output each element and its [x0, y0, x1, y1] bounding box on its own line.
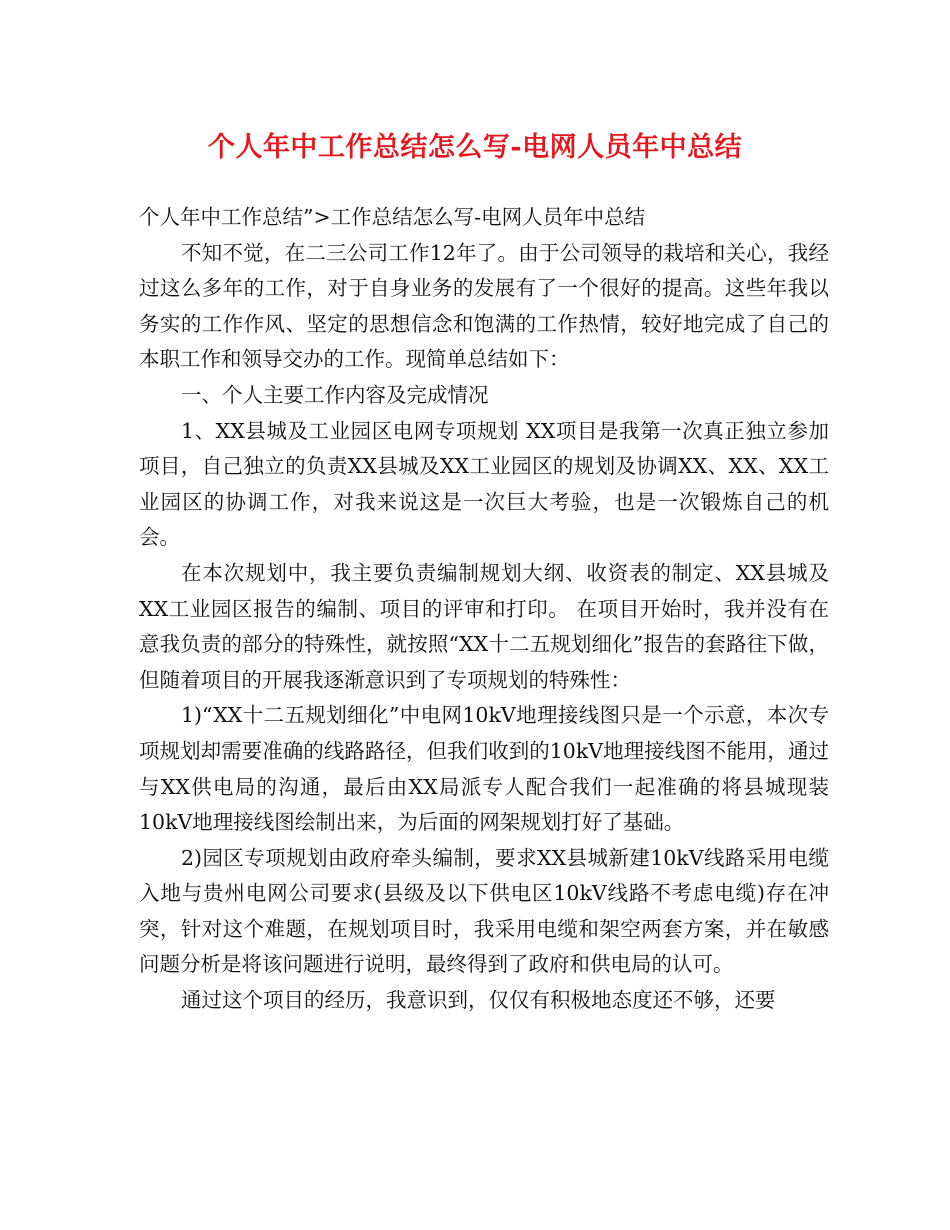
document-body [139, 200, 829, 1019]
paragraph: 1、XX县城及工业园区电网专项规划 XX项目是我第一次真正独立参加项目，自己独立的负责XX县城及XX工业园区的规划及协调XX、XX、XX工业园区的协调工作，对我来说这是一次巨大考验，也是一次锻炼自己的机会。 [139, 418, 829, 550]
paragraph: 1)“XX十二五规划细化”中电网10kV地理接线图只是一个示意，本次专项规划却需要准确的线路路径，但我们收到的10kV地理接线图不能用，通过与XX供电局的沟通，最后由XX局派专人配合我们一起准确的将县城现装10kV地理接线图绘制出来，为后面的网架规划打好了基础。 [139, 703, 829, 835]
paragraph: 在本次规划中，我主要负责编制规划大纲、收资表的制定、XX县城及XX工业园区报告的编制、项目的评审和打印。 在项目开始时，我并没有在意我负责的部分的特殊性，就按照“XX十二五规划细化”报告的套路往下做，但随着项目的开展我逐渐意识到了专项规划的特殊性： [139, 560, 829, 692]
paragraph: 不知不觉，在二三公司工作12年了。由于公司领导的栽培和关心，我经过这么多年的工作，对于自身业务的发展有了一个很好的提高。这些年我以务实的工作作风、坚定的思想信念和饱满的工作热情，较好地完成了自己的本职工作和领导交办的工作。现简单总结如下： [139, 240, 829, 372]
document-title: 个人年中工作总结怎么写-电网人员年中总结 [207, 132, 743, 163]
paragraph: 2)园区专项规划由政府牵头编制，要求XX县城新建10kV线路采用电缆入地与贵州电网公司要求(县级及以下供电区10kV线路不考虑电缆)存在冲突，针对这个难题，在规划项目时，我采用电缆和架空两套方案，并在敏感问题分析是将该问题进行说明，最终得到了政府和供电局的认可。 [139, 845, 829, 977]
paragraph: 一、个人主要工作内容及完成情况 [181, 382, 489, 407]
paragraph: 个人年中工作总结”>工作总结怎么写-电网人员年中总结 [139, 205, 646, 229]
paragraph: 通过这个项目的经历，我意识到，仅仅有积极地态度还不够，还要 [181, 988, 776, 1013]
